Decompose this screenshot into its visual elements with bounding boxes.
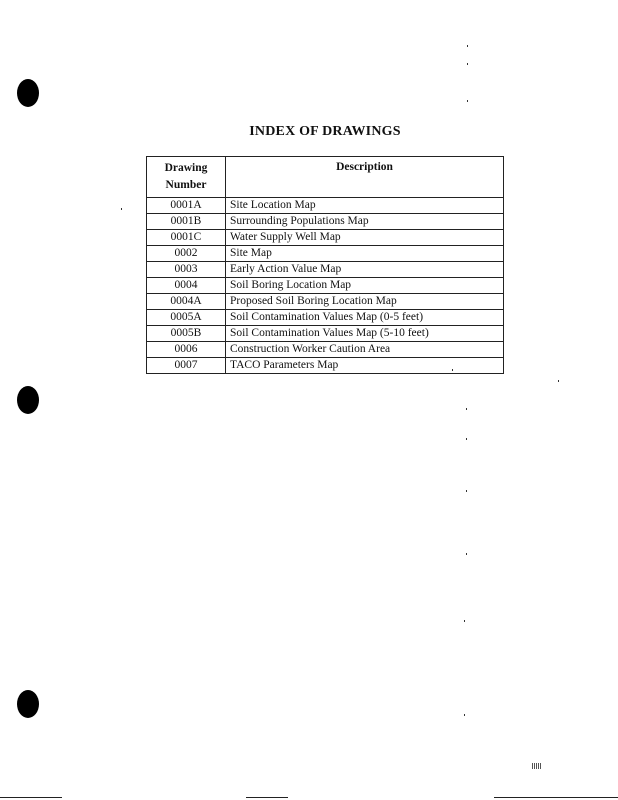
scan-speck bbox=[558, 380, 559, 382]
table-row bbox=[147, 278, 504, 294]
table-row bbox=[147, 342, 504, 358]
scan-speck bbox=[467, 100, 468, 102]
description-header: Description bbox=[226, 157, 504, 198]
scan-speck bbox=[464, 714, 465, 716]
description-cell: Soil Contamination Values Map (0-5 feet) bbox=[226, 310, 504, 326]
description-cell: Surrounding Populations Map bbox=[226, 214, 504, 230]
scan-speck bbox=[121, 208, 122, 210]
scan-speck bbox=[452, 369, 453, 371]
scan-speck bbox=[467, 63, 468, 65]
description-cell: Proposed Soil Boring Location Map bbox=[226, 294, 504, 310]
scan-speck bbox=[464, 620, 465, 622]
drawings-index-table bbox=[146, 156, 504, 374]
drawing-number-cell: 0001A bbox=[147, 198, 226, 214]
bottom-rule-center bbox=[246, 797, 288, 798]
table-row bbox=[147, 310, 504, 326]
drawing-number-cell: 0004 bbox=[147, 278, 226, 294]
page-title: INDEX OF DRAWINGS bbox=[249, 124, 401, 139]
drawing-number-cell: 0001B bbox=[147, 214, 226, 230]
drawing-number-cell: 0005B bbox=[147, 326, 226, 342]
table-row bbox=[147, 214, 504, 230]
description-cell: Construction Worker Caution Area bbox=[226, 342, 504, 358]
scan-mark bbox=[532, 763, 542, 769]
bottom-rule-left bbox=[0, 797, 62, 798]
drawing-number-cell: 0004A bbox=[147, 294, 226, 310]
scan-speck bbox=[466, 438, 467, 440]
table-row bbox=[147, 294, 504, 310]
drawing-number-header: Drawing Number bbox=[147, 157, 226, 198]
description-cell: Soil Boring Location Map bbox=[226, 278, 504, 294]
binder-hole-middle bbox=[17, 386, 39, 414]
drawing-number-cell: 0003 bbox=[147, 262, 226, 278]
description-cell: Soil Contamination Values Map (5-10 feet) bbox=[226, 326, 504, 342]
scan-speck bbox=[466, 553, 467, 555]
description-cell: Site Map bbox=[226, 246, 504, 262]
description-cell: Water Supply Well Map bbox=[226, 230, 504, 246]
description-cell: Early Action Value Map bbox=[226, 262, 504, 278]
scan-speck bbox=[467, 45, 468, 47]
table-row bbox=[147, 230, 504, 246]
binder-hole-top bbox=[17, 79, 39, 107]
drawing-number-cell: 0005A bbox=[147, 310, 226, 326]
table-row bbox=[147, 246, 504, 262]
drawing-number-cell: 0002 bbox=[147, 246, 226, 262]
table-header-row bbox=[147, 157, 504, 198]
table-row bbox=[147, 262, 504, 278]
description-cell: Site Location Map bbox=[226, 198, 504, 214]
bottom-rule-right bbox=[494, 797, 618, 798]
binder-hole-bottom bbox=[17, 690, 39, 718]
scan-speck bbox=[466, 490, 467, 492]
description-cell: TACO Parameters Map bbox=[226, 358, 504, 374]
table-row bbox=[147, 198, 504, 214]
drawing-number-cell: 0001C bbox=[147, 230, 226, 246]
table-row bbox=[147, 326, 504, 342]
drawing-number-cell: 0007 bbox=[147, 358, 226, 374]
drawing-number-cell: 0006 bbox=[147, 342, 226, 358]
scan-speck bbox=[466, 408, 467, 410]
table-row bbox=[147, 358, 504, 374]
